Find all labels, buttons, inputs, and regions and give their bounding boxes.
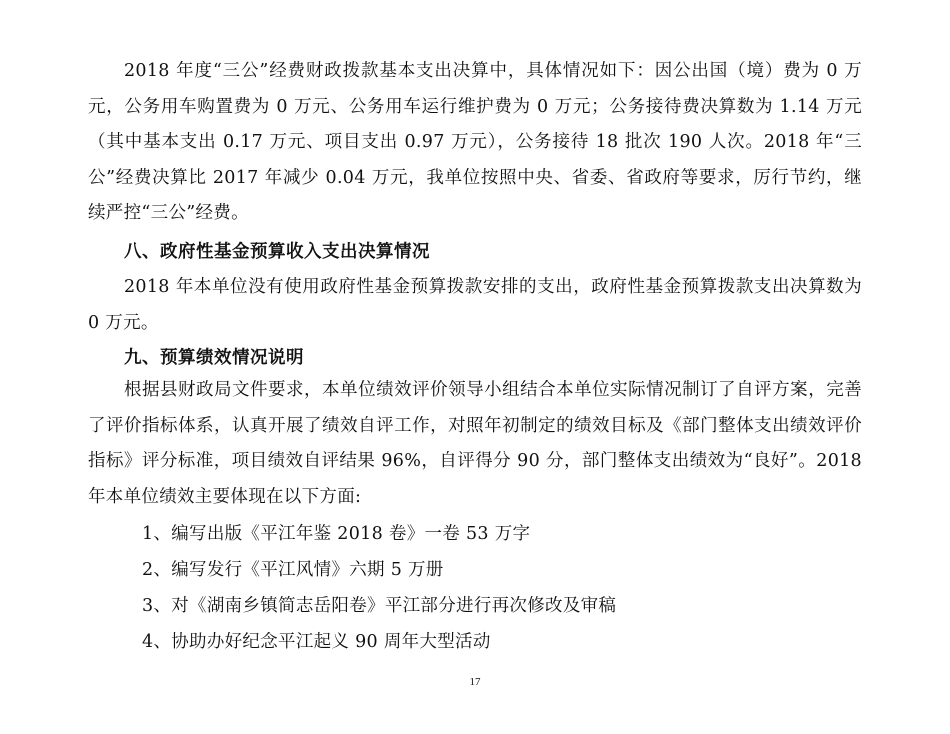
- performance-paragraph: 根据县财政局文件要求，本单位绩效评价领导小组结合本单位实际情况制订了自评方案，完善了评价指标体系，认真开展了绩效自评工作，对照年初制定的绩效目标及《部门整体支出绩效评价指标》评分标准，项目绩效自评结果 96%，自评得分 90 分，部门整体支出绩效为“良好”。2018 年本单位绩效主要体现在以下方面:: [88, 380, 862, 507]
- government-fund-paragraph: 2018 年本单位没有使用政府性基金预算拨款安排的支出，政府性基金预算拨款支出决算数为 0 万元。: [88, 277, 862, 333]
- list-item: 4、协助办好纪念平江起义 90 周年大型活动: [142, 632, 491, 652]
- page-number: 17: [469, 676, 481, 688]
- list-item: 2、编写发行《平江风情》六期 5 万册: [142, 560, 444, 580]
- list-item: 3、对《湖南乡镇简志岳阳卷》平江部分进行再次修改及审稿: [142, 596, 617, 616]
- section-9-heading: 九、预算绩效情况说明: [124, 348, 304, 368]
- list-item: 1、编写出版《平江年鉴 2018 卷》一卷 53 万字: [142, 524, 531, 544]
- sangong-expense-paragraph: 2018 年度“三公”经费财政拨款基本支出决算中，具体情况如下：因公出国（境）费为 0 万元，公务用车购置费为 0 万元、公务用车运行维护费为 0 万元；公务接待费决算数为 1.14 万元（其中基本支出 0.17 万元、项目支出 0.97 万元），公务接待 18 批次 190 人次。2018 年“三公”经费决算比 2017 年减少 0.04 万元，我单位按照中央、省委、省政府等要求，厉行节约，继续严控“三公”经费。: [88, 61, 862, 223]
- section-8-heading: 八、政府性基金预算收入支出决算情况: [124, 242, 430, 262]
